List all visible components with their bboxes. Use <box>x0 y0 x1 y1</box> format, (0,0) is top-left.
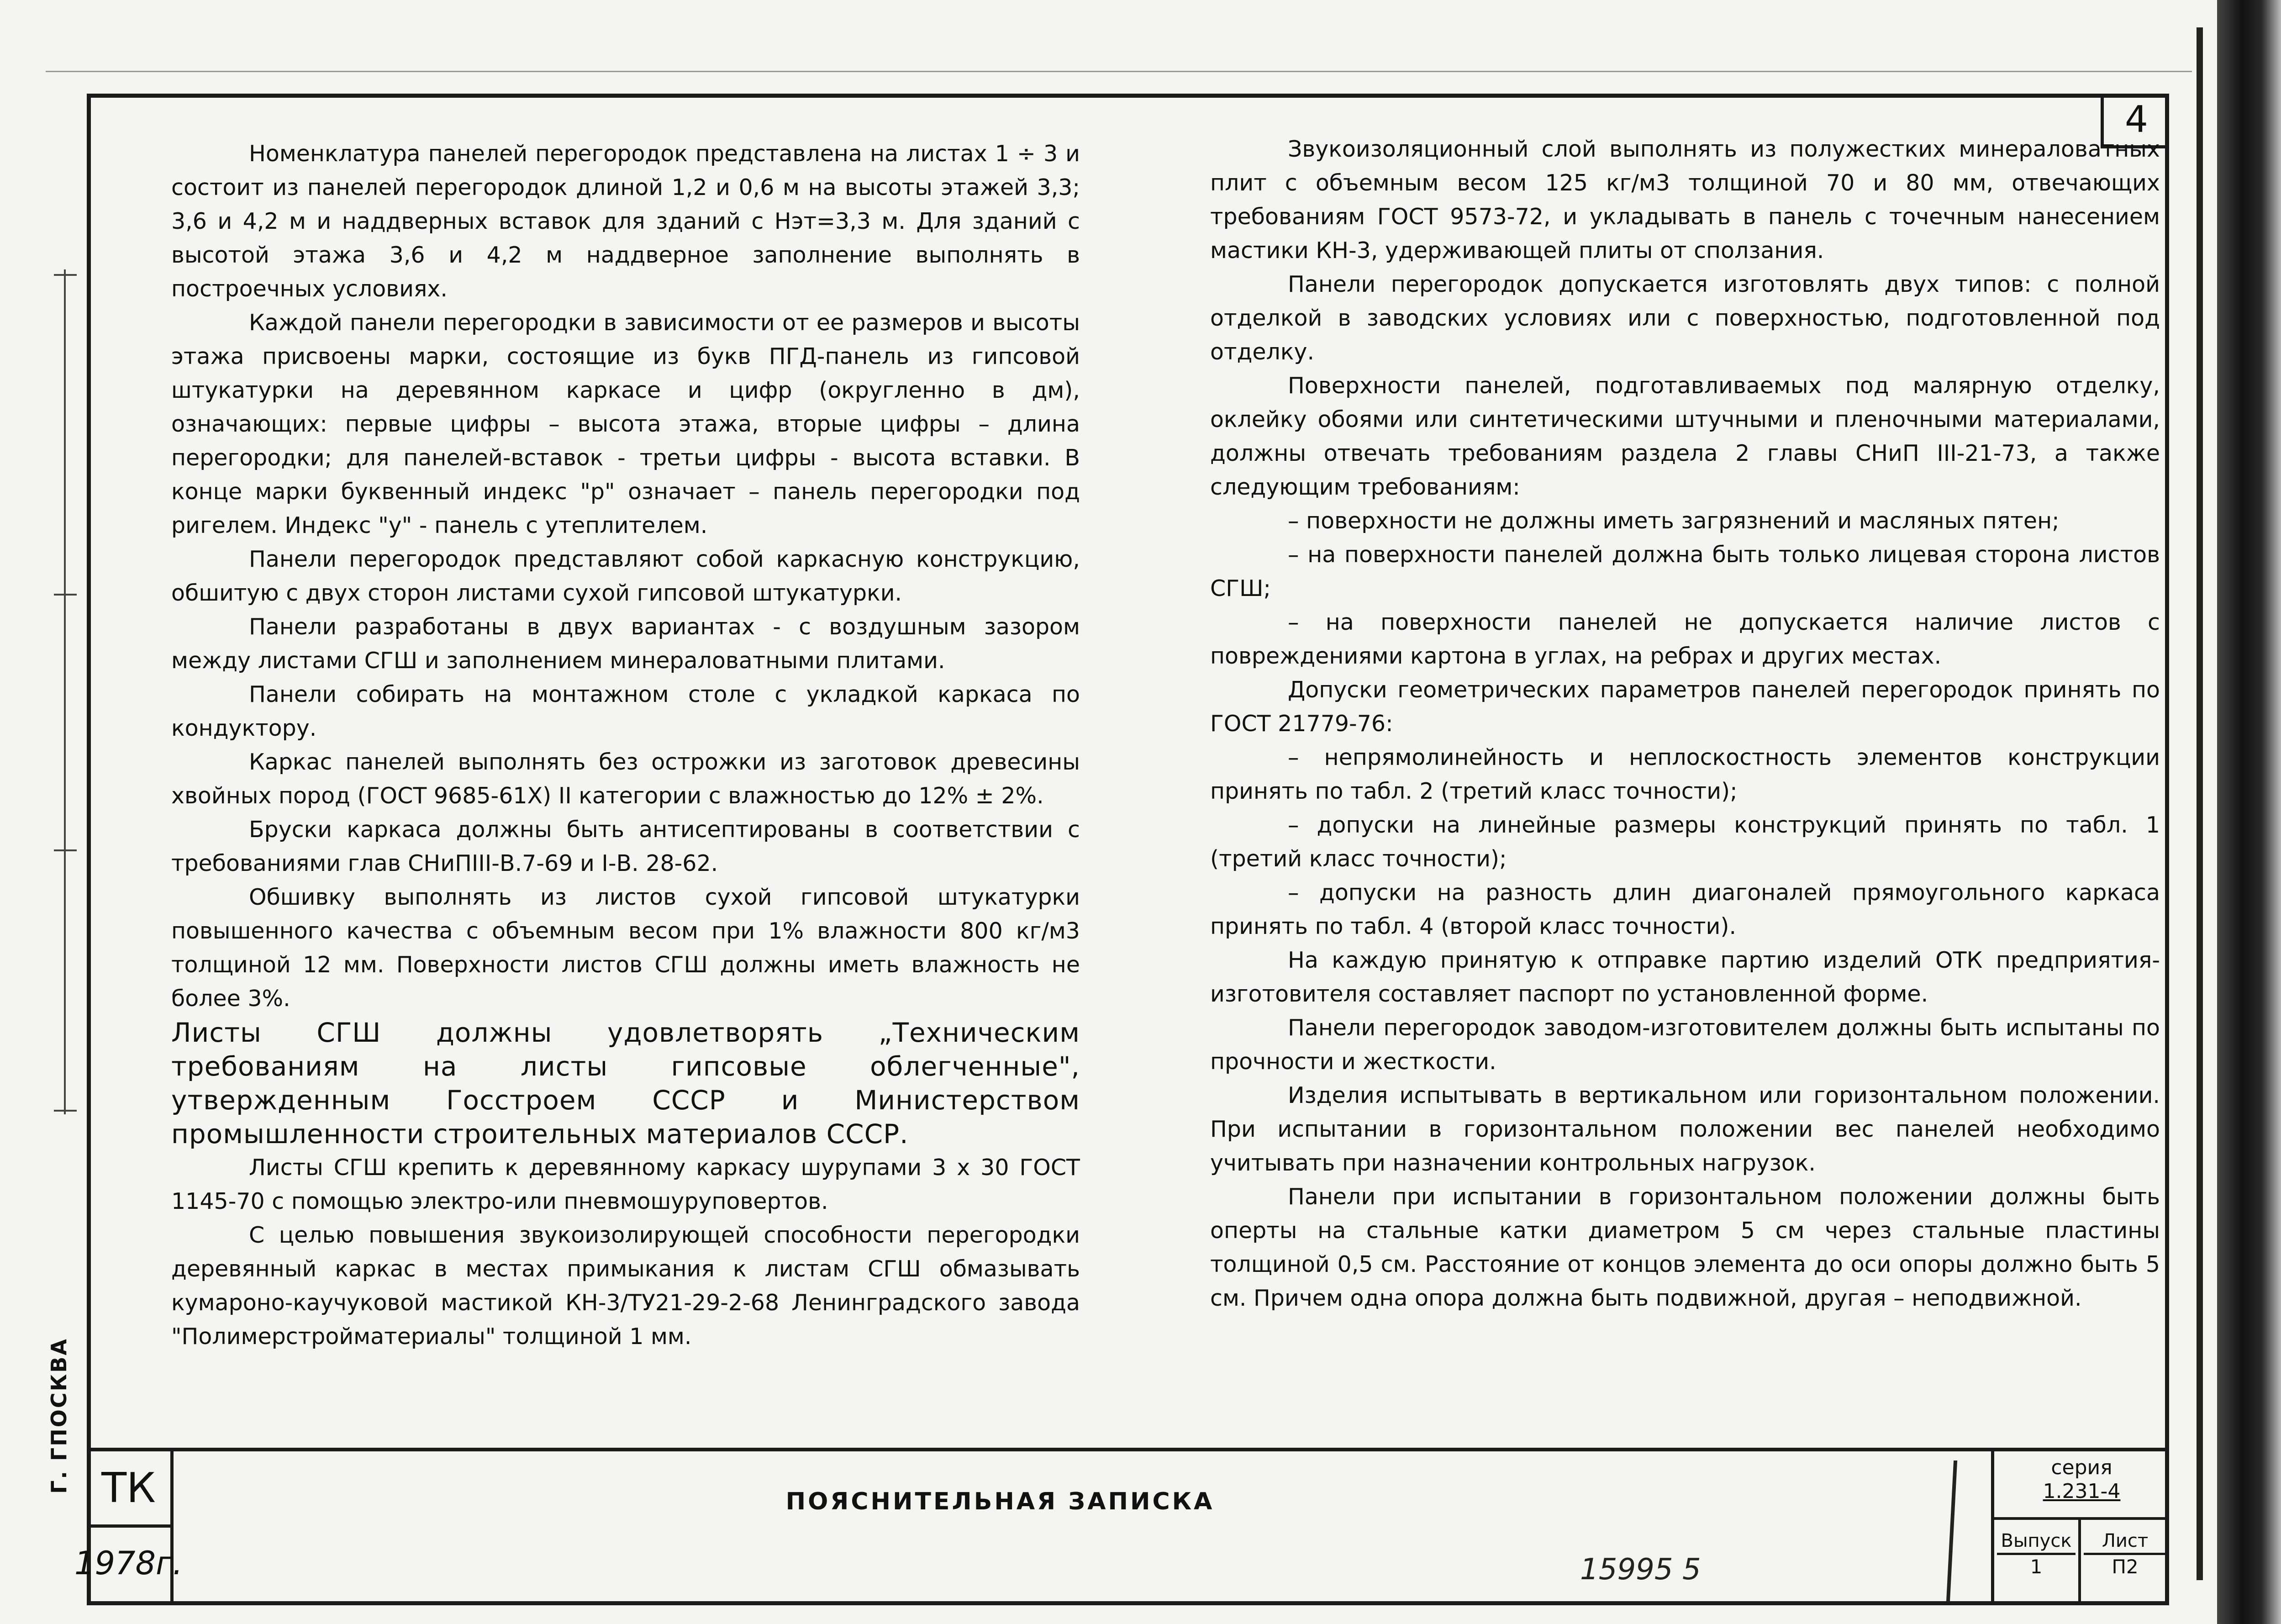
list-item: – допуски на разность длин диагоналей прямоугольного каркаса принять по табл. 4 (второй класс точности). <box>1210 880 2160 939</box>
paragraph: Панели при испытании в горизонтальном положении должны быть оперты на стальные катки диаметром 5 см через стальные пластины толщиной 0,5 см. Расстояние от концов элемента до оси опоры должно быть 5 см. Причем одна опора должна быть подвижной, другая – неподвижной. <box>1210 1184 2160 1311</box>
paragraph: Панели собирать на монтажном столе с укладкой каркаса по кондуктору. <box>171 681 1080 741</box>
scan-edge-shadow <box>2217 0 2281 1624</box>
sheet-number: 4 <box>2101 94 2169 148</box>
margin-tick <box>54 594 77 596</box>
issue-value: 1 <box>2030 1555 2043 1578</box>
paragraph: Каркас панелей выполнять без острожки из заготовок древесины хвойных пород (ГОСТ 9685-61X) II категории с влажностью до 12% ± 2%. <box>171 749 1080 809</box>
paragraph: Панели перегородок допускается изготовлять двух типов: с полной отделкой в заводских условиях или с поверхностью, подготовленной под отделку. <box>1210 271 2160 365</box>
paragraph: Обшивку выполнять из листов сухой гипсовой штукатурки повышенного качества с объемным весом при 1% влажности 800 кг/м3 толщиной 12 мм. Поверхности листов СГШ должны иметь влажность не более 3%. <box>171 884 1080 1012</box>
handwritten-note: 15995 5 <box>1580 1553 1701 1587</box>
org-code: ТК <box>87 1451 170 1528</box>
paragraph: Номенклатура панелей перегородок представлена на листах 1 ÷ 3 и состоит из панелей перегородок длиной 1,2 и 0,6 м на высоты этажей 3,3; 3,6 и 4,2 м и наддверных вставок для зданий с Нэт=3,3 м. Для зданий с высотой этажа 3,6 и 4,2 м наддверное заполнение выполнять в построечных условиях. <box>171 141 1080 302</box>
margin-tick <box>54 274 77 276</box>
paragraph: Каждой панели перегородки в зависимости от ее размеров и высоты этажа присвоены марки, состоящие из букв ПГД-панель из гипсовой штукатурки на деревянном каркасе и цифр (округленно в дм), означающих: первые цифры – высота этажа, вторые цифры – длина перегородки; для панелей-вставок - третьи цифры - высота вставки. В конце марки буквенный индекс "р" означает – панель перегородки под ригелем. Индекс "у" - панель с утеплителем. <box>171 310 1080 538</box>
list-item: – на поверхности панелей не допускается наличие листов с повреждениями картона в углах, на ребрах и других местах. <box>1210 609 2160 669</box>
document-title: ПОЯСНИТЕЛЬНАЯ ЗАПИСКА <box>785 1488 1215 1515</box>
paragraph: Панели перегородок представляют собой каркасную конструкцию, обшитую с двух сторон листами сухой гипсовой штукатурки. <box>171 546 1080 606</box>
sheet-label: Лист <box>2084 1529 2166 1555</box>
list-item: – на поверхности панелей должна быть только лицевая сторона листов СГШ; <box>1210 542 2160 601</box>
paragraph: Листы СГШ крепить к деревянному каркасу шурупами 3 х 30 ГОСТ 1145-70 с помощью электро-или пневмошуруповертов. <box>171 1155 1080 1214</box>
title-block-divider <box>1991 1451 1994 1605</box>
series-code: 1.231-4 <box>2043 1480 2121 1503</box>
margin-tick <box>54 849 77 851</box>
title-block-org <box>74 1451 183 1605</box>
paragraph-handwritten: Листы СГШ должны удовлетворять „Техническим требованиям на листы гипсовые облегченные", утвержденным Госстроем СССР и Министерством промышленности строительных материалов СССР. <box>171 1017 1080 1149</box>
paragraph: Панели разработаны в двух вариантах - с воздушным зазором между листами СГШ и заполнением минераловатными плитами. <box>171 614 1080 674</box>
paragraph: С целью повышения звукоизолирующей способности перегородки деревянный каркас в местах примыкания к листам СГШ обмазывать кумароно-каучуковой мастикой КН-3/ТУ21-29-2-68 Ленинградского завода "Полимерстройматериалы" толщиной 1 мм. <box>171 1222 1080 1350</box>
margin-tick <box>54 1110 77 1112</box>
scan-edge-line <box>2197 27 2203 1580</box>
paragraph: На каждую принятую к отправке партию изделий ОТК предприятия-изготовителя составляет паспорт по установленной форме. <box>1210 947 2160 1007</box>
paragraph: Поверхности панелей, подготавливаемых под малярную отделку, оклейку обоями или синтетическими штучными и пленочными материалами, должны отвечать требованиям раздела 2 главы СНиП III-21-73, а также следующим требованиям: <box>1210 373 2160 500</box>
list-item: – допуски на линейные размеры конструкций принять по табл. 1 (третий класс точности); <box>1210 812 2160 872</box>
city-stamp <box>38 1338 79 1494</box>
list-item: – поверхности не должны иметь загрязнений и масляных пятен; <box>1288 508 2060 534</box>
series-label: серия <box>2051 1456 2112 1479</box>
list-item: – непрямолинейность и неплоскостность элементов конструкции принять по табл. 2 (третий класс точности); <box>1210 744 2160 804</box>
city-stamp-text: Г. ГПОСКВА <box>47 1338 71 1494</box>
issue-label: Выпуск <box>1997 1529 2076 1555</box>
right-text-column <box>1210 132 2160 1315</box>
issue-sheet-cells <box>1994 1520 2169 1605</box>
paragraph: Бруски каркаса должны быть антисептированы в соответствии с требованиями глав СНиПIII-В.7-69 и I-В. 28-62. <box>171 817 1080 876</box>
series-cell <box>1994 1451 2169 1520</box>
binding-margin-line <box>64 269 66 1114</box>
left-text-column <box>171 137 1080 1354</box>
paragraph: Изделия испытывать в вертикальном или горизонтальном положении. При испытании в горизонтальном положении вес панелей необходимо учитывать при назначении контрольных нагрузок. <box>1210 1082 2160 1176</box>
sheet-value: П2 <box>2112 1555 2139 1578</box>
paragraph: Звукоизоляционный слой выполнять из полужестких минераловатных плит с объемным весом 125 кг/м3 толщиной 70 и 80 мм, отвечающих требованиям ГОСТ 9573-72, и укладывать в панель с точечным нанесением мастики КН-3, удерживающей плиты от сползания. <box>1210 136 2160 264</box>
issue-cell <box>1994 1520 2081 1605</box>
year: 1978г. <box>74 1545 183 1582</box>
series-block <box>1994 1451 2169 1605</box>
title-block <box>74 1448 2169 1605</box>
handdrawn-line <box>1946 1461 1957 1602</box>
paragraph: Панели перегородок заводом-изготовителем должны быть испытаны по прочности и жесткости. <box>1210 1015 2160 1075</box>
top-border-line <box>46 71 2192 72</box>
paragraph: Допуски геометрических параметров панелей перегородок принять по ГОСТ 21779-76: <box>1210 677 2160 737</box>
sheet-cell <box>2081 1520 2169 1605</box>
